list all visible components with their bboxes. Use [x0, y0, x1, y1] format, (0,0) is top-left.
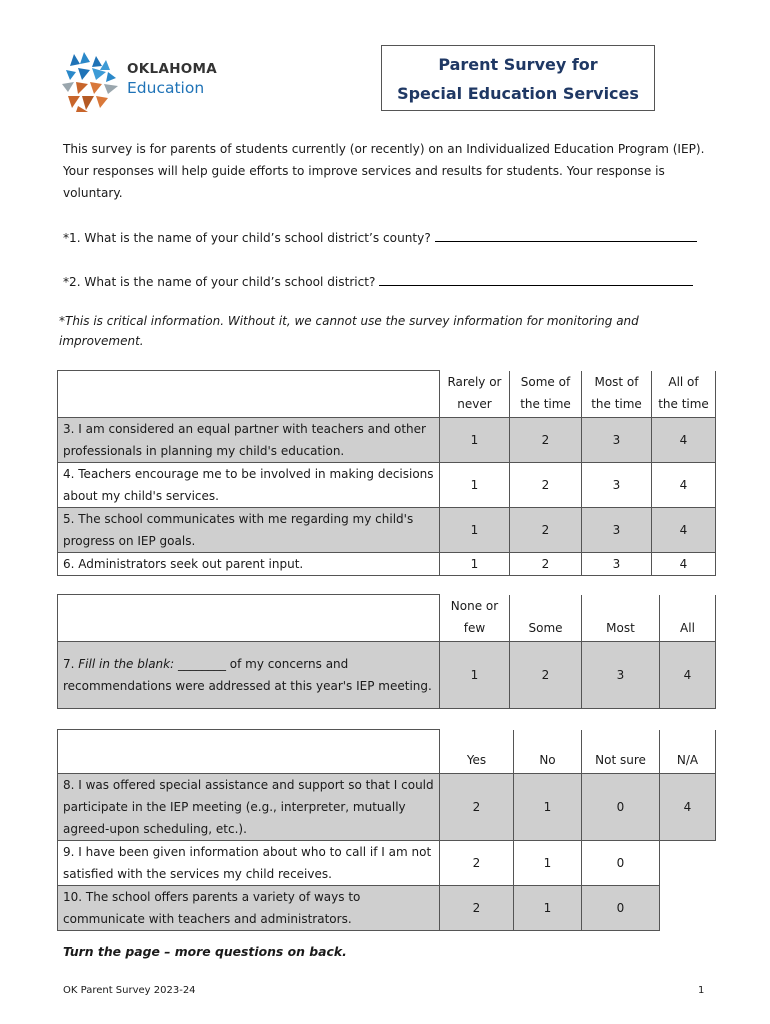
logo-oklahoma-text: OKLAHOMA	[127, 61, 218, 77]
header-some: Some	[510, 595, 582, 642]
answer-option[interactable]: 0	[582, 774, 660, 841]
rating-option[interactable]: 2	[510, 641, 582, 708]
yes-no-table	[57, 729, 716, 931]
rating-option[interactable]: 3	[582, 507, 652, 552]
question-2-label: *2. What is the name of your child’s school district?	[63, 275, 376, 289]
table-row	[58, 774, 716, 841]
rating-option[interactable]: 4	[652, 462, 716, 507]
statement-3: 3. I am considered an equal partner with teachers and other professionals in planning my child's education.	[58, 417, 440, 462]
table-row	[58, 507, 716, 552]
rating-option[interactable]: 4	[652, 417, 716, 462]
rating-option[interactable]: 3	[582, 552, 652, 575]
header-rarely: Rarely or never	[440, 371, 510, 418]
statement-4: 4. Teachers encourage me to be involved in making decisions about my child's services.	[58, 462, 440, 507]
survey-title-box	[381, 45, 655, 111]
rating-option[interactable]: 2	[510, 462, 582, 507]
header-none-or-few: None or few	[440, 595, 510, 642]
logo-education-text: Education	[127, 78, 205, 97]
header-na: N/A	[660, 730, 716, 774]
logo-star-icon	[60, 50, 122, 114]
statement-6: 6. Administrators seek out parent input.	[58, 552, 440, 575]
page-number: 1	[698, 985, 705, 996]
table-row	[58, 552, 716, 575]
table-row	[58, 886, 716, 931]
rating-option[interactable]: 2	[510, 417, 582, 462]
survey-title-line1: Parent Survey for	[438, 55, 598, 74]
critical-info-note: *This is critical information. Without it, we cannot use the survey information for monitoring and improvement.	[59, 314, 639, 348]
header-no: No	[514, 730, 582, 774]
rating-option[interactable]: 3	[582, 462, 652, 507]
header-not-sure: Not sure	[582, 730, 660, 774]
question-1	[63, 228, 697, 245]
answer-option[interactable]: 2	[440, 774, 514, 841]
statement-5: 5. The school communicates with me regarding my child's progress on IEP goals.	[58, 507, 440, 552]
question-2	[63, 272, 693, 289]
header-yes: Yes	[440, 730, 514, 774]
statement-10: 10. The school offers parents a variety of ways to communicate with teachers and administrators.	[58, 886, 440, 931]
fill-in-blank-text: Fill in the blank: ________	[78, 656, 226, 671]
rating-option[interactable]: 4	[652, 507, 716, 552]
rating-option[interactable]: 2	[510, 507, 582, 552]
table-row	[58, 462, 716, 507]
statement-7: 7. Fill in the blank: ________ of my concerns and recommendations were addressed at this year's IEP meeting.	[58, 641, 440, 708]
header-some: Some of the time	[510, 371, 582, 418]
statement-9: 9. I have been given information about who to call if I am not satisfied with the services my child receives.	[58, 841, 440, 886]
concerns-table	[57, 594, 716, 709]
header-blank-cell	[58, 371, 440, 418]
turn-page-note: Turn the page – more questions on back.	[63, 944, 347, 959]
table-row	[58, 841, 716, 886]
footer-survey-name: OK Parent Survey 2023-24	[63, 985, 196, 996]
header-blank-cell	[58, 730, 440, 774]
yes-no-header-row	[58, 730, 716, 774]
statement-8: 8. I was offered special assistance and support so that I could participate in the IEP meeting (e.g., interpreter, mutually agreed-upon scheduling, etc.).	[58, 774, 440, 841]
rating-option[interactable]: 4	[660, 641, 716, 708]
answer-option[interactable]: 2	[440, 886, 514, 931]
frequency-header-row	[58, 371, 716, 418]
rating-option[interactable]: 1	[440, 462, 510, 507]
answer-option[interactable]: 0	[582, 841, 660, 886]
answer-option[interactable]: 1	[514, 886, 582, 931]
rating-option[interactable]: 3	[582, 417, 652, 462]
header-most: Most	[582, 595, 660, 642]
header-blank-cell	[58, 595, 440, 642]
intro-paragraph: This survey is for parents of students currently (or recently) on an Individualized Education Program (IEP). Your responses will help guide efforts to improve services and results for students. Your response is voluntary.	[63, 142, 705, 200]
district-answer-field[interactable]	[379, 272, 693, 286]
header-all: All of the time	[652, 371, 716, 418]
rating-option[interactable]: 1	[440, 417, 510, 462]
rating-option[interactable]: 4	[652, 552, 716, 575]
county-answer-field[interactable]	[435, 228, 697, 242]
table-row	[58, 417, 716, 462]
rating-option[interactable]: 1	[440, 641, 510, 708]
concerns-header-row	[58, 595, 716, 642]
rating-option[interactable]: 1	[440, 552, 510, 575]
frequency-table	[57, 370, 716, 576]
header-most: Most of the time	[582, 371, 652, 418]
table-row	[58, 641, 716, 708]
oklahoma-education-logo	[60, 50, 230, 120]
rating-option[interactable]: 3	[582, 641, 660, 708]
rating-option[interactable]: 1	[440, 507, 510, 552]
answer-option[interactable]: 1	[514, 774, 582, 841]
empty-cell	[660, 886, 716, 931]
rating-option[interactable]: 2	[510, 552, 582, 575]
answer-option[interactable]: 4	[660, 774, 716, 841]
survey-title-line2: Special Education Services	[397, 84, 639, 103]
empty-cell	[660, 841, 716, 886]
question-1-label: *1. What is the name of your child’s school district’s county?	[63, 231, 431, 245]
answer-option[interactable]: 0	[582, 886, 660, 931]
header-all: All	[660, 595, 716, 642]
answer-option[interactable]: 2	[440, 841, 514, 886]
answer-option[interactable]: 1	[514, 841, 582, 886]
